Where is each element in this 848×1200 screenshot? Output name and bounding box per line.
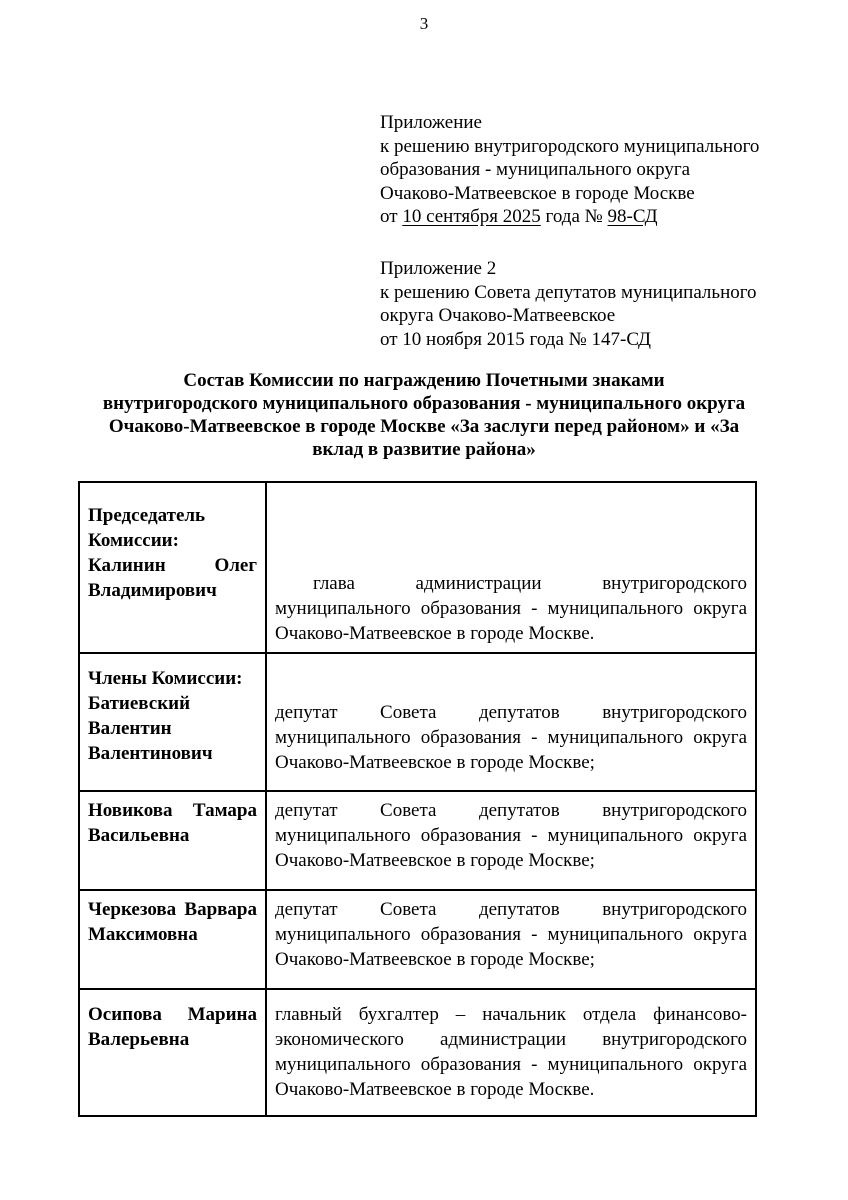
- annex-line: округа Очаково-Матвеевское: [380, 305, 616, 326]
- table-row-member: [79, 890, 756, 989]
- description-cell: [266, 989, 756, 1116]
- annex-line: Приложение 2: [380, 258, 497, 279]
- member-cell: [79, 791, 266, 890]
- date-middle: года №: [540, 206, 608, 227]
- annex-line: к решению внутригородского муниципального: [380, 135, 760, 157]
- decision-date-underlined: 10 сентября 2025: [402, 206, 541, 227]
- member-name: Новикова Тамара Васильевна: [88, 800, 257, 846]
- annex-line: Очаково-Матвеевское в городе Москве: [380, 182, 695, 204]
- document-title: [80, 369, 768, 461]
- member-name: Черкезова Варвара Максимовна: [88, 899, 257, 945]
- title-line: Очаково-Матвеевское в городе Москве «За заслуги перед районом» и «За: [108, 416, 740, 437]
- title-line: Состав Комиссии по награждению Почетными знаками: [183, 370, 665, 391]
- description-cell: [266, 791, 756, 890]
- member-description: депутат Совета депутатов внутригородского муниципального образования - муниципального округа Очаково-Матвеевское в городе Москве;: [275, 800, 747, 871]
- description-cell: [266, 890, 756, 989]
- role-label: Члены Комиссии:: [88, 668, 243, 689]
- member-cell: [79, 482, 266, 653]
- date-prefix: от: [380, 206, 403, 227]
- commission-members-table: [78, 481, 757, 1117]
- annex-line: к решению Совета депутатов муниципального: [380, 281, 757, 303]
- role-label: Председатель Комиссии:: [88, 505, 206, 551]
- member-cell: [79, 653, 266, 791]
- member-cell: [79, 890, 266, 989]
- member-name: Калинин Олег Владимирович: [88, 555, 257, 601]
- annex-reference-2: [380, 257, 800, 351]
- member-name: Осипова Марина Валерьевна: [88, 1004, 257, 1050]
- member-description: депутат Совета депутатов внутригородского муниципального образования - муниципального округа Очаково-Матвеевское в городе Москве;: [275, 899, 747, 970]
- annex-reference-1: [380, 111, 800, 229]
- member-description: депутат Совета депутатов внутригородского муниципального образования - муниципального округа Очаково-Матвеевское в городе Москве;: [275, 702, 747, 773]
- table-row-chairman: [79, 482, 756, 653]
- table-row-member: [79, 989, 756, 1116]
- description-cell: [266, 482, 756, 653]
- member-description: главный бухгалтер – начальник отдела финансово-экономического администрации внутригородского муниципального образования - муниципального округа Очаково-Матвеевское в городе Москве.: [275, 1004, 747, 1100]
- member-cell: [79, 989, 266, 1116]
- decision-number-underlined: 98-СД: [607, 206, 658, 227]
- member-description: глава администрации внутригородского муниципального образования - муниципального округа Очаково-Матвеевское в городе Москве.: [275, 573, 747, 644]
- description-cell: [266, 653, 756, 791]
- annex-line: образования - муниципального округа: [380, 159, 691, 180]
- annex-date-line: [380, 205, 800, 229]
- annex-line: от 10 ноября 2015 года № 147-СД: [380, 328, 652, 350]
- title-line: вклад в развитие района»: [312, 439, 536, 460]
- member-name: Батиевский Валентин Валентинович: [88, 693, 213, 764]
- table-row-member: [79, 653, 756, 791]
- page-number: 3: [419, 14, 429, 33]
- title-line: внутригородского муниципального образования - муниципального округа: [102, 393, 746, 414]
- annex-line: Приложение: [380, 112, 482, 133]
- table-row-member: [79, 791, 756, 890]
